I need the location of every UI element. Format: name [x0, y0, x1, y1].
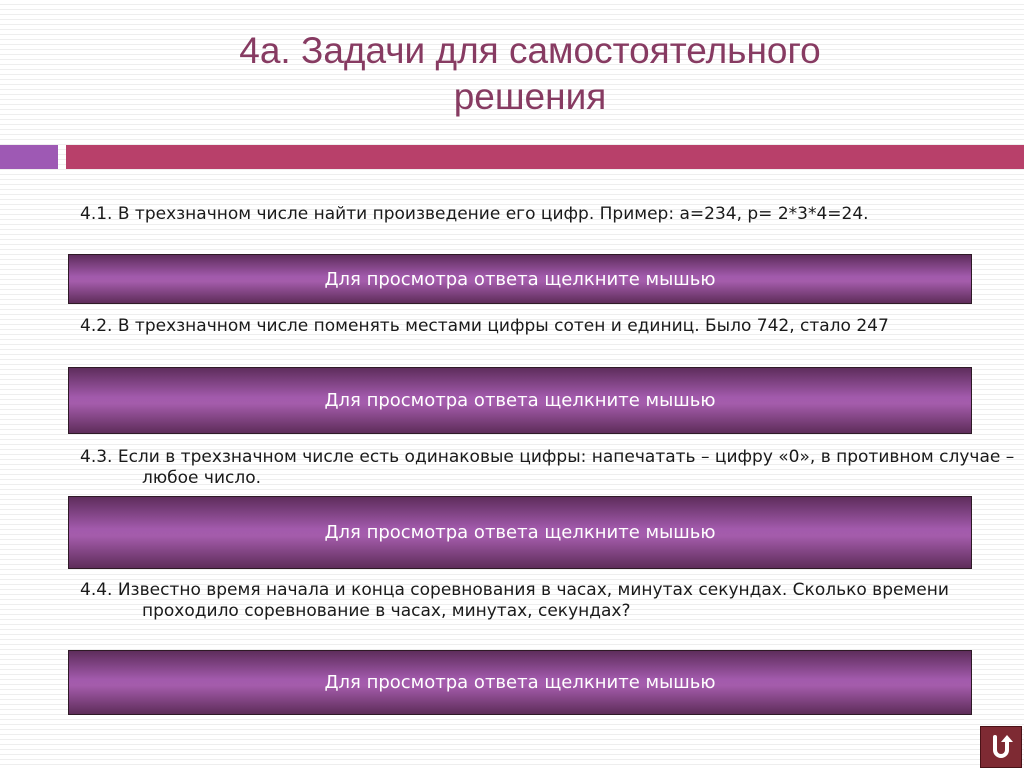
task-4-2-text: 4.2. В трехзначном числе поменять местами цифры сотен и единиц. Было 742, стало 247 [80, 316, 889, 336]
answer-4-3-button[interactable] [68, 496, 972, 569]
answer-4-1-button[interactable] [68, 254, 972, 304]
task-4-1-text: 4.1. В трехзначном числе найти произведение его цифр. Пример: a=234, p= 2*3*4=24. [80, 204, 869, 224]
answer-4-1-label: Для просмотра ответа щелкните мышью [324, 268, 716, 290]
slide-title-line-1: 4а. Задачи для самостоятельного [239, 30, 821, 71]
answer-4-3-label: Для просмотра ответа щелкните мышью [324, 522, 716, 543]
answer-4-4-button[interactable] [68, 650, 972, 715]
task-4-4-text: 4.4. Известно время начала и конца соревнования в часах, минутах секундах. Сколько времени проходило соревнование в часах, минутах, секундах? [80, 580, 949, 621]
answer-4-4-label: Для просмотра ответа щелкните мышью [324, 672, 716, 693]
answer-4-2-label: Для просмотра ответа щелкните мышью [324, 390, 716, 411]
task-4-3-text: 4.3. Если в трехзначном числе есть одинаковые цифры: напечатать – цифру «0», в противном случае – любое число. [80, 447, 1015, 488]
return-button[interactable] [980, 726, 1022, 768]
answer-4-2-button[interactable] [68, 367, 972, 434]
slide-title-line-2: решения [453, 76, 607, 117]
accent-bar-left [0, 145, 58, 169]
accent-bar-right [66, 145, 1024, 169]
return-arrow-icon [986, 732, 1016, 762]
slide-title [150, 28, 910, 120]
